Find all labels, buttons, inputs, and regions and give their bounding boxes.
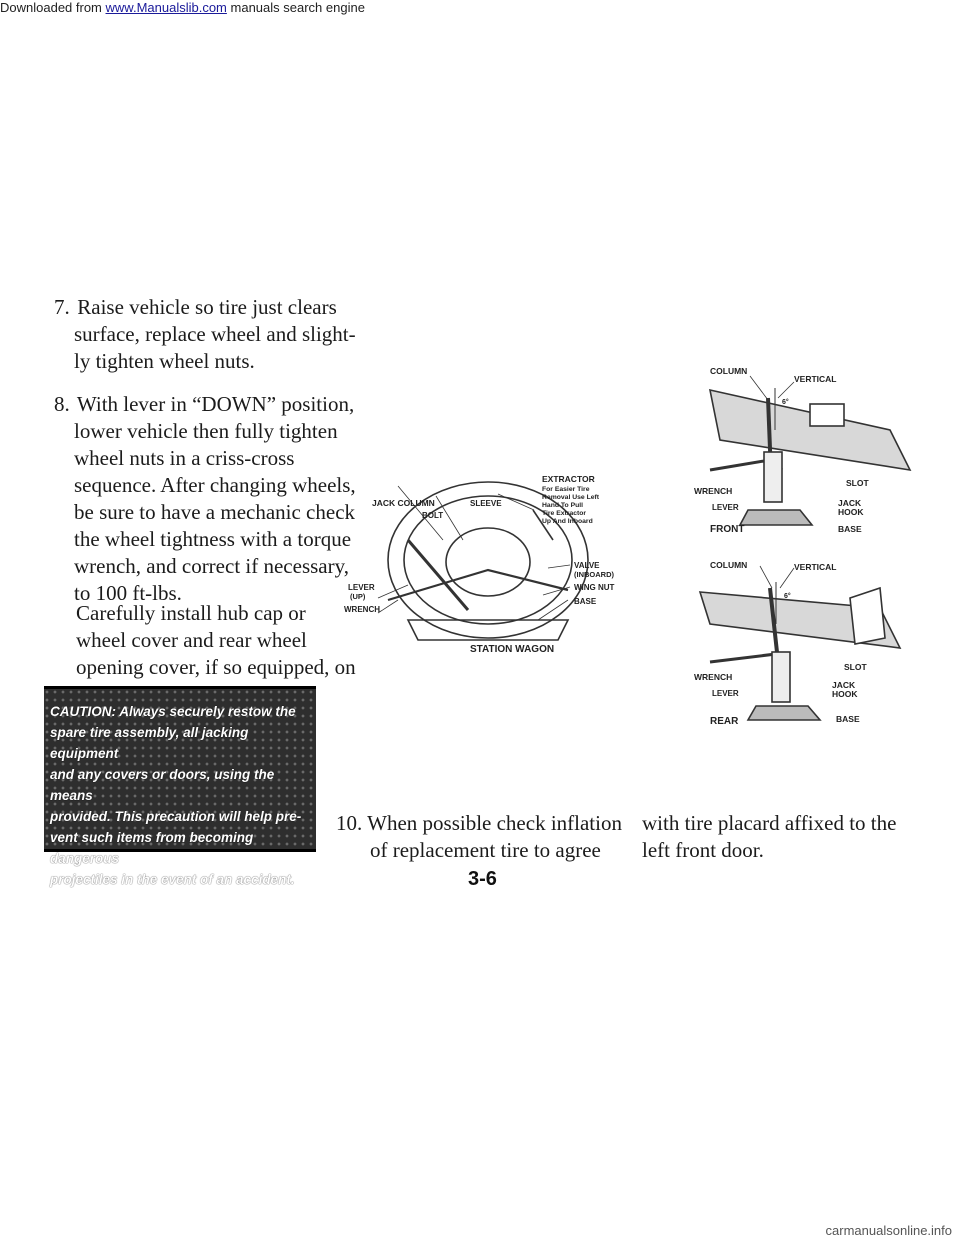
- step-7: [54, 294, 356, 375]
- label-wing-nut: WING NUT: [574, 583, 615, 592]
- label-wrench: WRENCH: [694, 672, 733, 682]
- caution-line: vent such items from becoming dangerous: [50, 830, 254, 866]
- label-extractor-note: For Easier Tire: [542, 486, 590, 493]
- label-jack-column: JACK COLUMN: [372, 498, 435, 508]
- leader-line: [498, 494, 534, 510]
- caption-front: FRONT: [710, 524, 745, 535]
- label-vertical: VERTICAL: [794, 374, 837, 384]
- leader-line: [538, 600, 568, 620]
- step-10: [336, 810, 622, 864]
- header-suffix: manuals search engine: [230, 0, 365, 15]
- leader-line: [750, 376, 768, 400]
- leader-line: [778, 382, 794, 398]
- step-line: wheel nuts in a criss-cross: [74, 446, 295, 470]
- label-sleeve: SLEEVE: [470, 499, 502, 508]
- label-base: BASE: [574, 597, 597, 606]
- leader-line: [760, 566, 772, 588]
- header-link[interactable]: www.Manualslib.com: [105, 0, 227, 15]
- step-line: surface, replace wheel and slight-: [74, 322, 356, 346]
- step-line: be sure to have a mechanic check: [74, 500, 356, 524]
- caption-rear: REAR: [710, 716, 739, 727]
- download-header: [0, 0, 365, 15]
- caution-line: and any covers or doors, using the means: [50, 767, 275, 803]
- step-line: When possible check inflation: [367, 811, 622, 835]
- caution-line: spare tire assembly, all jacking equipment: [50, 725, 249, 761]
- caution-line: projectiles in the event of an accident.: [50, 872, 295, 887]
- step-line: With lever in “DOWN” position,: [76, 392, 355, 416]
- label-jack: JACK: [832, 680, 856, 690]
- leader-line: [780, 568, 794, 588]
- station-wagon-diagram: [338, 470, 638, 660]
- label-wrench: WRENCH: [694, 486, 733, 496]
- front-bumper-shape: [710, 390, 910, 470]
- label-hook: HOOK: [832, 689, 858, 699]
- label-extractor: EXTRACTOR: [542, 474, 595, 484]
- wheel-hub: [446, 528, 530, 596]
- step-line: wrench, and correct if necessary,: [74, 554, 349, 578]
- label-extractor-note: Tire Extractor: [542, 510, 587, 517]
- paragraph-line: with tire placard affixed to the: [642, 811, 897, 835]
- paragraph-line: wheel cover and rear wheel: [76, 628, 307, 652]
- label-lever: LEVER: [712, 689, 739, 698]
- step-10-continuation: [642, 810, 896, 864]
- caution-text: [50, 701, 312, 890]
- label-extractor-note: Up And Inboard: [542, 518, 593, 525]
- paragraph-line: left front door.: [642, 838, 764, 862]
- paragraph-line: opening cover, if so equipped, on: [76, 655, 356, 679]
- step-line: the wheel tightness with a torque: [74, 527, 352, 551]
- label-base: BASE: [836, 714, 860, 724]
- bumper-detail: [810, 404, 844, 426]
- step-line: sequence. After changing wheels,: [74, 473, 356, 497]
- footer-watermark: carmanualsonline.info: [825, 1223, 952, 1238]
- jack-base-shape: [748, 706, 820, 720]
- label-slot: SLOT: [846, 478, 869, 488]
- front-jack-diagram: [690, 360, 920, 560]
- leader-line: [378, 600, 398, 613]
- label-angle: 6°: [784, 593, 791, 600]
- label-lever: LEVER: [712, 503, 739, 512]
- step-number: 7.: [54, 295, 70, 319]
- label-wrench: WRENCH: [344, 605, 380, 614]
- step-number: 8.: [54, 392, 70, 416]
- page-number: 3-6: [468, 868, 497, 890]
- label-valve: VALVE: [574, 561, 600, 570]
- label-up: (UP): [350, 592, 366, 601]
- label-extractor-note: Removal Use Left: [542, 494, 600, 501]
- label-column: COLUMN: [710, 366, 748, 376]
- leader-line: [548, 565, 570, 568]
- jack-base-shape: [740, 510, 812, 525]
- caution-line: CAUTION: Always securely restow the: [50, 704, 296, 719]
- bumper-detail: [850, 588, 885, 644]
- step-line: Raise vehicle so tire just clears: [77, 295, 337, 319]
- label-bolt: BOLT: [422, 511, 444, 520]
- label-angle: 6°: [782, 399, 789, 406]
- label-jack: JACK: [838, 498, 862, 508]
- paragraph-line: Carefully install hub cap or: [76, 601, 306, 625]
- label-slot: SLOT: [844, 662, 867, 672]
- step-line: ly tighten wheel nuts.: [74, 349, 255, 373]
- caption-station-wagon: STATION WAGON: [470, 644, 555, 655]
- label-base: BASE: [838, 524, 862, 534]
- label-hook: HOOK: [838, 507, 864, 517]
- caution-box: [44, 686, 316, 887]
- header-prefix: Downloaded from: [0, 0, 102, 15]
- label-column: COLUMN: [710, 560, 748, 570]
- step-8: [54, 391, 356, 607]
- jack-hook-shape: [772, 652, 790, 702]
- step-number: 10.: [336, 811, 363, 835]
- jack-hook-shape: [764, 452, 782, 502]
- jack-column-shape: [408, 540, 468, 610]
- step-line: lower vehicle then fully tighten: [74, 419, 338, 443]
- rear-jack-diagram: [690, 558, 920, 738]
- caution-line: provided. This precaution will help pre-: [50, 809, 302, 824]
- jack-base-shape: [408, 620, 568, 640]
- step-line: of replacement tire to agree: [370, 838, 601, 862]
- step-line: to 100 ft-lbs.: [74, 581, 182, 605]
- label-extractor-note: Hand To Pull: [542, 502, 584, 509]
- label-lever: LEVER: [348, 583, 375, 592]
- label-vertical: VERTICAL: [794, 562, 837, 572]
- label-inboard: (INBOARD): [574, 570, 614, 579]
